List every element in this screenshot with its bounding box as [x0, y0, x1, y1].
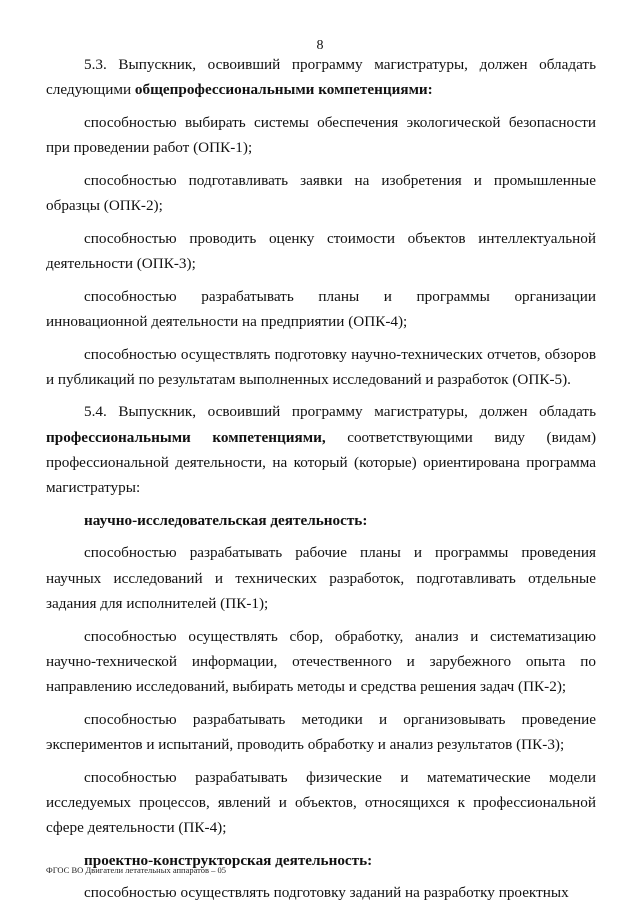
opk-1-item: способностью выбирать системы обеспечения экологической безопасности при проведении работ (ОПК-1);: [46, 113, 596, 157]
opk-4-item: способностью разрабатывать планы и программы организации инновационной деятельности на предприятии (ОПК-4);: [46, 287, 596, 330]
paragraph-5-3-lead: 5.3. Выпускник, освоивший программу магистратуры, должен обладать следующими: [46, 56, 596, 99]
paragraph-5-3: [46, 52, 596, 102]
page-content: [46, 52, 596, 913]
paragraph-5-4-lead: 5.4. Выпускник, освоивший программу магистратуры, должен обладать: [84, 403, 596, 421]
pk-4-item: способностью разрабатывать физические и математические модели исследуемых процессов, явлений и объектов, относящихся к профессиональной сфере деятельности (ПК-4);: [46, 768, 596, 836]
design-activity-heading: проектно-конструкторская деятельность:: [84, 851, 373, 869]
opk-3-item: способностью проводить оценку стоимости объектов интеллектуальной деятельности (ОПК-3);: [46, 229, 596, 272]
pk-2-item: способностью осуществлять сбор, обработку, анализ и систематизацию научно-технической информации, отечественного и зарубежного опыта по направлению исследований, выбирать методы и средства решения задач (ПК-2);: [46, 627, 596, 695]
last-line-text: способностью осуществлять подготовку заданий на разработку проектных: [84, 884, 569, 902]
footer-note: ФГОС ВО Двигатели летательных аппаратов – 05: [46, 865, 227, 875]
research-activity-heading: научно-исследовательская деятельность:: [84, 511, 368, 529]
paragraph-5-4-bold-term: профессиональными компетенциями,: [46, 428, 326, 446]
paragraph-5-3-bold-term: общепрофессиональными компетенциями:: [134, 81, 433, 99]
opk-2-item: способностью подготавливать заявки на изобретения и промышленные образцы (ОПК-2);: [46, 171, 596, 215]
paragraph-5-4: [46, 399, 596, 500]
pk-3-item: способностью разрабатывать методики и организовывать проведение экспериментов и испытаний, проводить обработку и анализ результатов (ПК-3);: [46, 710, 596, 753]
paragraph-5-4-tail: соответствующими виду (видам) профессиональной деятельности, на который (которые) ориентирована программа магистратуры:: [46, 428, 597, 497]
page-number: 8: [316, 38, 324, 53]
opk-5-item: способностью осуществлять подготовку научно-технических отчетов, обзоров и публикаций по результатам выполненных исследований и разработок (ОПК-5).: [46, 345, 596, 388]
pk-1-item: способностью разрабатывать рабочие планы и программы проведения научных исследований и технических разработок, подготавливать отдельные задания для исполнителей (ПК-1);: [46, 544, 596, 612]
